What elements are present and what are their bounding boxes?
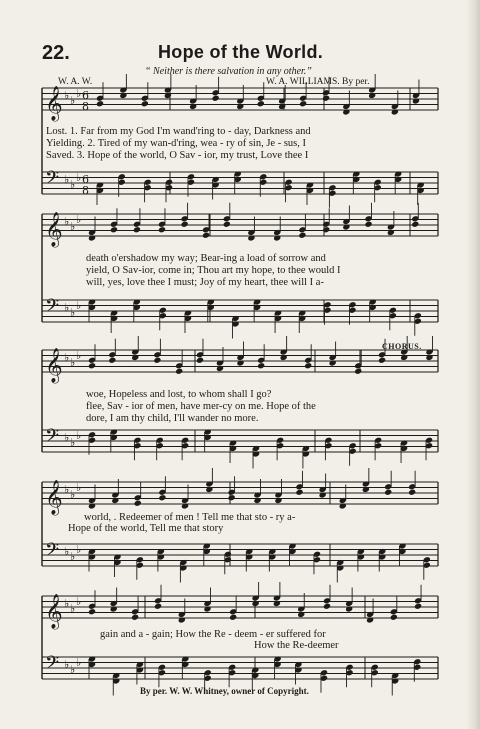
note-head bbox=[88, 234, 96, 241]
note-head bbox=[280, 354, 288, 361]
note-head bbox=[110, 226, 118, 233]
note-head bbox=[229, 614, 237, 621]
time-signature: 6 bbox=[82, 89, 89, 102]
note-head bbox=[181, 221, 189, 228]
bass-clef: 𝄢 bbox=[45, 426, 60, 451]
bass-clef: 𝄢 bbox=[45, 540, 60, 565]
flat-sign: ♭ bbox=[64, 173, 70, 186]
note-head bbox=[278, 103, 286, 110]
note-head bbox=[319, 491, 327, 498]
flat-sign: ♭ bbox=[76, 213, 82, 226]
lyric-line: Lost. 1. Far from my God I'm wand'ring to - day, Darkness and bbox=[46, 126, 311, 137]
flat-sign: ♭ bbox=[70, 436, 76, 449]
note-head bbox=[108, 357, 116, 364]
flat-sign: ♭ bbox=[76, 299, 82, 312]
flat-sign: ♭ bbox=[64, 215, 70, 228]
note-head bbox=[342, 223, 350, 230]
flat-sign: ♭ bbox=[70, 602, 76, 615]
flat-sign: ♭ bbox=[70, 488, 76, 501]
note-head bbox=[119, 92, 127, 99]
note-head bbox=[189, 103, 197, 110]
note-head bbox=[368, 92, 376, 99]
flat-sign: ♭ bbox=[64, 351, 70, 364]
treble-clef: 𝄞 bbox=[45, 594, 63, 629]
note-head bbox=[425, 354, 433, 361]
note-head bbox=[322, 226, 330, 233]
note-head bbox=[408, 489, 416, 496]
note-head bbox=[273, 234, 281, 241]
note-head bbox=[141, 100, 149, 107]
note-head bbox=[134, 500, 142, 507]
note-head bbox=[339, 502, 347, 509]
note-head bbox=[304, 362, 312, 369]
note-head bbox=[322, 95, 330, 102]
note-head bbox=[110, 605, 118, 612]
note-head bbox=[298, 232, 306, 239]
note-head bbox=[364, 221, 372, 228]
note-head bbox=[133, 226, 141, 233]
note-head bbox=[236, 103, 244, 110]
note-head bbox=[391, 108, 399, 115]
flat-sign: ♭ bbox=[64, 89, 70, 102]
lyric-line: Saved. 3. Hope of the world, O Sav - ior, my trust, Love thee I bbox=[46, 150, 309, 161]
scripture-epigraph: “ Neither is there salvation in any other.” bbox=[145, 66, 312, 77]
note-head bbox=[205, 486, 213, 493]
note-head bbox=[384, 489, 392, 496]
flat-sign: ♭ bbox=[70, 356, 76, 369]
bass-clef: 𝄢 bbox=[45, 168, 60, 193]
note-head bbox=[111, 497, 119, 504]
lyric-line: yield, O Sav-ior, come in; Thou art my hope, to thee would I bbox=[86, 265, 341, 276]
note-head bbox=[414, 603, 422, 610]
flat-sign: ♭ bbox=[76, 481, 82, 494]
note-head bbox=[295, 489, 303, 496]
note-head bbox=[88, 362, 96, 369]
note-head bbox=[212, 95, 220, 102]
flat-sign: ♭ bbox=[70, 178, 76, 191]
note-head bbox=[411, 221, 419, 228]
note-head bbox=[257, 100, 265, 107]
copyright-notice: By per. W. W. Whitney, owner of Copyright. bbox=[140, 686, 309, 696]
note-head bbox=[196, 357, 204, 364]
flat-sign: ♭ bbox=[64, 301, 70, 314]
note-head bbox=[362, 486, 370, 493]
lyric-line: dore, I am thy child, I'll wander no more. bbox=[86, 413, 259, 424]
lyric-line: Hope of the world, Tell me that story bbox=[68, 523, 224, 534]
lyric-line: flee, Sav - ior of men, have mer-cy on me. Hope of the bbox=[86, 401, 316, 412]
note-head bbox=[400, 354, 408, 361]
note-head bbox=[202, 232, 210, 239]
note-head bbox=[257, 362, 265, 369]
bass-clef: 𝄢 bbox=[45, 296, 60, 321]
lyric-line: gain and a - gain; How the Re - deem - er suffered for bbox=[100, 629, 326, 640]
flat-sign: ♭ bbox=[64, 483, 70, 496]
flat-sign: ♭ bbox=[64, 597, 70, 610]
flat-sign: ♭ bbox=[70, 306, 76, 319]
note-head bbox=[247, 234, 255, 241]
time-signature: 8 bbox=[82, 184, 89, 197]
treble-clef: 𝄞 bbox=[45, 348, 63, 383]
treble-clef: 𝄞 bbox=[45, 86, 63, 121]
flat-sign: ♭ bbox=[76, 429, 82, 442]
note-head bbox=[378, 357, 386, 364]
flat-sign: ♭ bbox=[76, 349, 82, 362]
time-signature: 8 bbox=[82, 100, 89, 113]
lyric-line: will, yes, love thee I must; Joy of my heart, thee will I a- bbox=[86, 277, 324, 288]
chorus-label: CHORUS. bbox=[382, 342, 422, 351]
note-head bbox=[236, 359, 244, 366]
note-head bbox=[181, 502, 189, 509]
flat-sign: ♭ bbox=[64, 431, 70, 444]
note-head bbox=[223, 221, 231, 228]
lyric-line: death o'ershadow my way; Bear-ing a load of sorrow and bbox=[86, 253, 326, 264]
flat-sign: ♭ bbox=[70, 663, 76, 676]
note-head bbox=[153, 357, 161, 364]
note-head bbox=[175, 368, 183, 375]
note-head bbox=[297, 611, 305, 618]
flat-sign: ♭ bbox=[76, 656, 82, 669]
note-head bbox=[390, 614, 398, 621]
note-head bbox=[88, 502, 96, 509]
note-head bbox=[323, 603, 331, 610]
note-head bbox=[354, 368, 362, 375]
flat-sign: ♭ bbox=[64, 658, 70, 671]
note-head bbox=[274, 497, 282, 504]
time-signature: 6 bbox=[82, 173, 89, 186]
lyric-line: world, . Redeemer of men ! Tell me that sto - ry a- bbox=[84, 512, 296, 523]
flat-sign: ♭ bbox=[76, 595, 82, 608]
flat-sign: ♭ bbox=[70, 550, 76, 563]
note-head bbox=[252, 600, 260, 607]
note-head bbox=[203, 605, 211, 612]
lyric-line: How the Re-deemer bbox=[254, 640, 339, 651]
note-head bbox=[329, 359, 337, 366]
note-head bbox=[88, 608, 96, 615]
note-head bbox=[216, 365, 224, 372]
note-head bbox=[366, 616, 374, 623]
note-head bbox=[253, 497, 261, 504]
hymn-title: Hope of the World. bbox=[158, 42, 324, 62]
note-head bbox=[412, 97, 420, 104]
note-head bbox=[158, 226, 166, 233]
note-head bbox=[131, 354, 139, 361]
note-head bbox=[228, 494, 236, 501]
bass-clef: 𝄢 bbox=[45, 653, 60, 678]
note-head bbox=[178, 616, 186, 623]
flat-sign: ♭ bbox=[76, 171, 82, 184]
flat-sign: ♭ bbox=[70, 94, 76, 107]
flat-sign: ♭ bbox=[64, 545, 70, 558]
composer-credit: W. A. WILLIAMS. By per. bbox=[266, 77, 370, 87]
note-head bbox=[345, 605, 353, 612]
note-head bbox=[299, 100, 307, 107]
note-head bbox=[164, 92, 172, 99]
note-head bbox=[387, 229, 395, 236]
lyricist-credit: W. A. W. bbox=[58, 77, 93, 87]
note-head bbox=[154, 603, 162, 610]
lyric-line: woe, Hopeless and lost, to whom shall I go? bbox=[86, 389, 272, 400]
lyric-line: Yielding. 2. Tired of my wan-d'ring, wea - ry of sin, Je - sus, I bbox=[46, 138, 306, 149]
flat-sign: ♭ bbox=[76, 87, 82, 100]
flat-sign: ♭ bbox=[76, 543, 82, 556]
hymn-number: 22. bbox=[42, 42, 70, 64]
treble-clef: 𝄞 bbox=[45, 212, 63, 247]
treble-clef: 𝄞 bbox=[45, 480, 63, 515]
note-head bbox=[96, 100, 104, 107]
flat-sign: ♭ bbox=[70, 220, 76, 233]
note-head bbox=[131, 614, 139, 621]
note-head bbox=[273, 600, 281, 607]
note-head bbox=[158, 494, 166, 501]
note-head bbox=[342, 108, 350, 115]
